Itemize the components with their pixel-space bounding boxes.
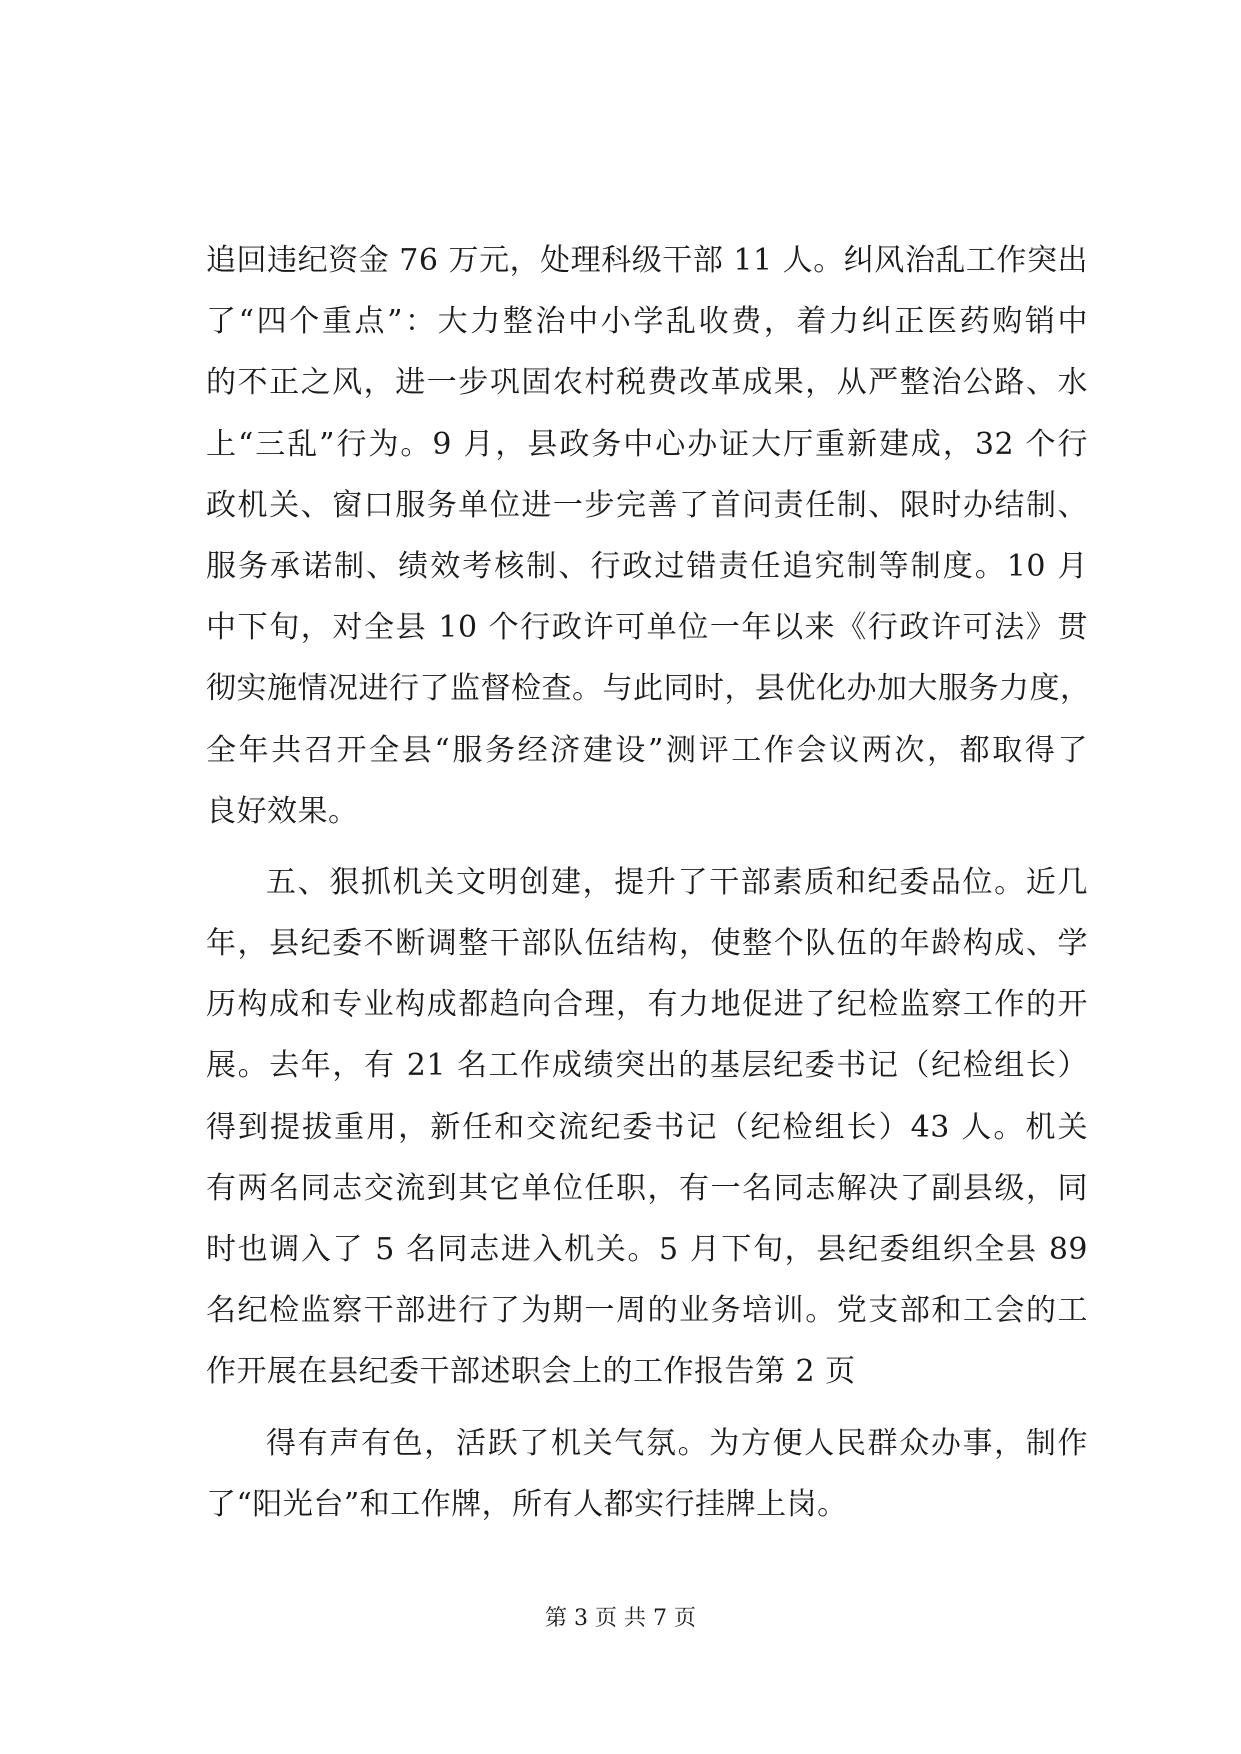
- paragraph-line: 有两名同志交流到其它单位任职，有一名同志解决了副县级，同: [206, 1170, 1088, 1206]
- paragraph-line: 上“三乱”行为。9 月，县政务中心办证大厅重新建成，32 个行: [206, 426, 1088, 462]
- paragraph-line: 得有声有色，活跃了机关气氛。为方便人民群众办事，制作: [266, 1425, 1088, 1461]
- paragraph-line: 追回违纪资金 76 万元，处理科级干部 11 人。纠风治乱工作突出: [206, 243, 1088, 278]
- paragraph-line: 政机关、窗口服务单位进一步完善了首问责任制、限时办结制、: [206, 487, 1088, 523]
- paragraph-gap: [206, 1403, 1088, 1413]
- paragraph-2: [206, 852, 1088, 1403]
- paragraph-line: 了“阳光台”和工作牌，所有人都实行挂牌上岗。: [206, 1486, 848, 1522]
- paragraph-line: 了“四个重点”：大力整治中小学乱收费，着力纠正医药购销中: [206, 304, 1088, 340]
- paragraph-line: 彻实施情况进行了监督检查。与此同时，县优化办加大服务力度，: [206, 671, 1091, 707]
- paragraph-3: [206, 1413, 1088, 1535]
- paragraph-line: 良好效果。: [206, 793, 359, 829]
- paragraph-line: 名纪检监察干部进行了为期一周的业务培训。党支部和工会的工: [206, 1293, 1088, 1329]
- paragraph-line: 历构成和专业构成都趋向合理，有力地促进了纪检监察工作的开: [206, 987, 1088, 1023]
- paragraph-gap: [206, 842, 1088, 852]
- paragraph-line: 作开展在县纪委干部述职会上的工作报告第 2 页: [206, 1354, 856, 1390]
- paragraph-line: 时也调入了 5 名同志进入机关。5 月下旬，县纪委组织全县 89: [206, 1232, 1088, 1267]
- page-number-footer: 第 3 页 共 7 页: [545, 1606, 696, 1631]
- paragraph-line: 展。去年，有 21 名工作成绩突出的基层纪委书记（纪检组长）: [206, 1048, 1088, 1084]
- paragraph-line: 五、狠抓机关文明创建，提升了干部素质和纪委品位。近几: [266, 864, 1088, 900]
- document-body: [206, 230, 1091, 1535]
- paragraph-line: 得到提拔重用，新任和交流纪委书记（纪检组长）43 人。机关: [206, 1109, 1088, 1145]
- paragraph-line: 的不正之风，进一步巩固农村税费改革成果，从严整治公路、水: [206, 365, 1088, 401]
- paragraph-line: 全年共召开全县“服务经济建设”测评工作会议两次，都取得了: [206, 732, 1088, 768]
- paragraph-line: 服务承诺制、绩效考核制、行政过错责任追究制等制度。10 月: [206, 548, 1088, 584]
- paragraph-line: 中下旬，对全县 10 个行政许可单位一年以来《行政许可法》贯: [206, 610, 1088, 646]
- paragraph-line: 年，县纪委不断调整干部队伍结构，使整个队伍的年龄构成、学: [206, 926, 1088, 962]
- paragraph-1: [206, 230, 1091, 842]
